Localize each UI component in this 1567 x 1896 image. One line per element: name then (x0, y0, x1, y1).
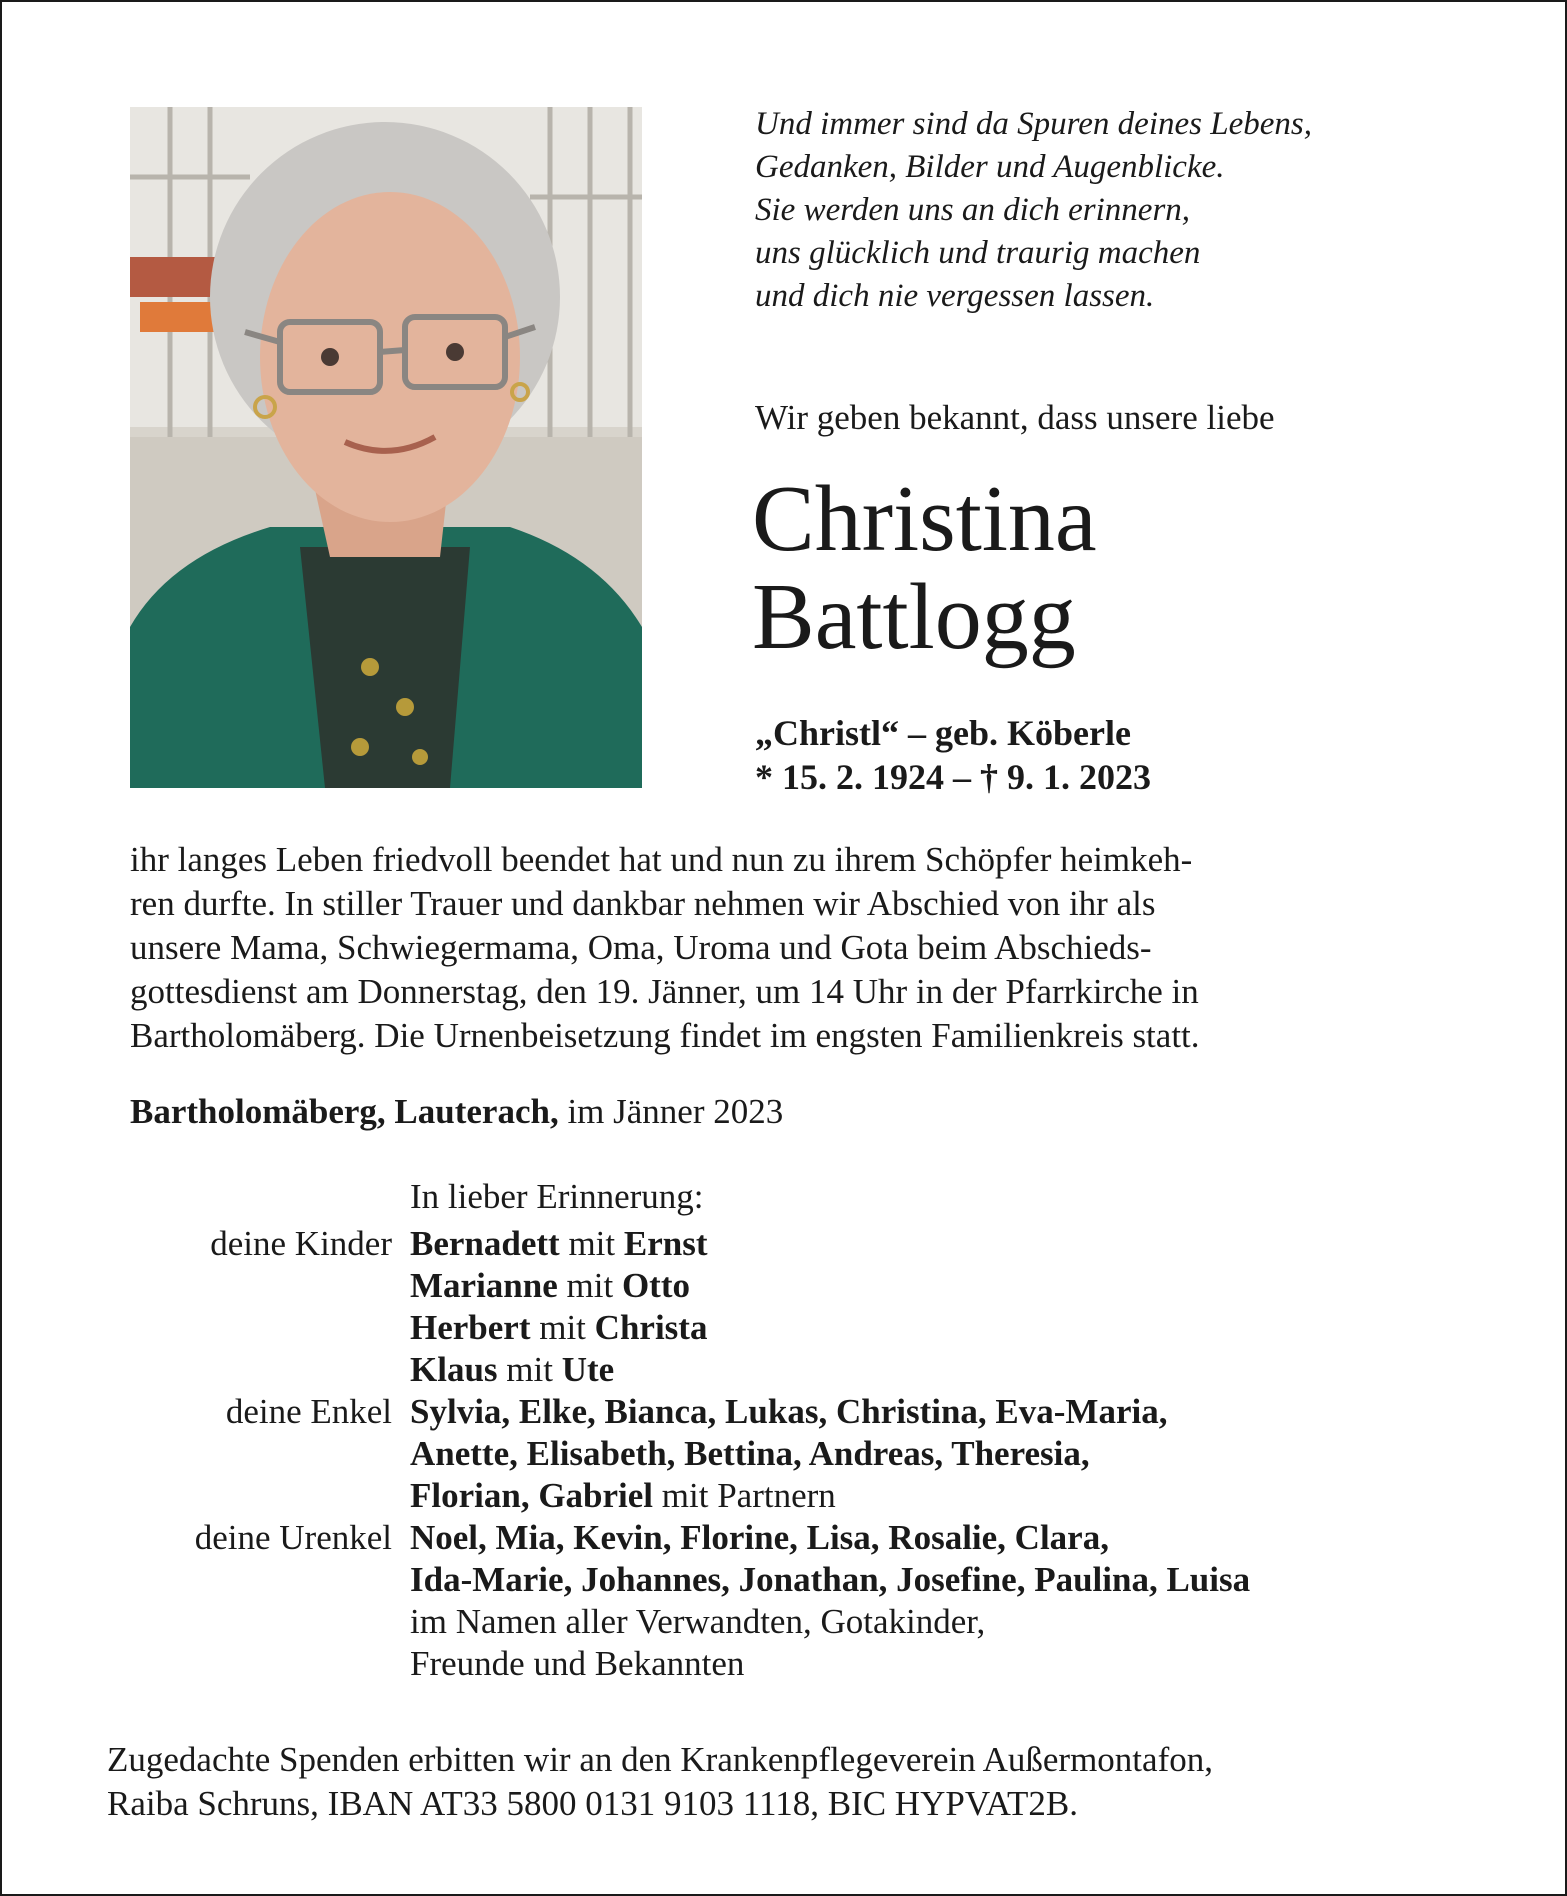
body-line: Bartholomäberg. Die Urnenbeisetzung findet im engsten Familienkreis statt. (130, 1016, 1200, 1055)
great-grandchildren-line: Noel, Mia, Kevin, Florine, Lisa, Rosalie, Clara, (410, 1518, 1109, 1557)
great-grandchildren-line: Ida-Marie, Johannes, Jonathan, Josefine, Paulina, Luisa (410, 1560, 1251, 1599)
last-name: Battlogg (752, 565, 1076, 669)
children-label: deine Kinder (210, 1224, 392, 1263)
grandchildren-group (0, 1391, 1567, 1517)
child-entry: Bernadett mit Ernst (410, 1224, 708, 1263)
life-dates: * 15. 2. 1924 – † 9. 1. 2023 (755, 757, 1151, 797)
announcement-body (130, 838, 1440, 1058)
grandchildren-line: Florian, Gabriel mit Partnern (410, 1476, 836, 1515)
child-entry: Herbert mit Christa (410, 1308, 708, 1347)
portrait-illustration (130, 107, 642, 788)
donation-line: Raiba Schruns, IBAN AT33 5800 0131 9103 1118, BIC HYPVAT2B. (107, 1784, 1078, 1823)
place-date: im Jänner 2023 (567, 1092, 784, 1131)
body-line: ihr langes Leben friedvoll beendet hat und nun zu ihrem Schöpfer heimkeh- (130, 840, 1193, 879)
first-name: Christina (752, 467, 1097, 571)
donation-line: Zugedachte Spenden erbitten wir an den Krankenpflegeverein Außermontafon, (107, 1740, 1213, 1779)
family-list (0, 1223, 1567, 1601)
donation-note (107, 1738, 1213, 1826)
memorial-poem (755, 103, 1312, 318)
grandchildren-label: deine Enkel (225, 1392, 392, 1431)
body-line: ren durfte. In stiller Trauer und dankbar nehmen wir Abschied von ihr als (130, 884, 1156, 923)
poem-line: uns glücklich und traurig machen (755, 235, 1201, 271)
body-line: gottesdienst am Donnerstag, den 19. Jänner, um 14 Uhr in der Pfarrkirche in (130, 972, 1199, 1011)
poem-line: Gedanken, Bilder und Augenblicke. (755, 149, 1225, 185)
memory-heading: In lieber Erinnerung: (410, 1177, 704, 1216)
place-and-date (130, 1090, 783, 1134)
announcement-intro: Wir geben bekannt, dass unsere liebe (755, 398, 1275, 437)
deceased-name (752, 467, 1097, 669)
poem-line: Sie werden uns an dich erinnern, (755, 192, 1191, 228)
portrait-photo (130, 107, 642, 788)
child-entry: Marianne mit Otto (410, 1266, 690, 1305)
poem-line: Und immer sind da Spuren deines Lebens, (755, 106, 1312, 142)
closing-note (410, 1601, 985, 1685)
great-grandchildren-group (0, 1517, 1567, 1601)
body-line: unsere Mama, Schwiegermama, Oma, Uroma und Gota beim Abschieds- (130, 928, 1152, 967)
children-group (0, 1223, 1567, 1391)
grandchildren-line: Anette, Elisabeth, Bettina, Andreas, Theresia, (410, 1434, 1090, 1473)
great-grandchildren-label: deine Urenkel (194, 1518, 392, 1557)
nickname-line: „Christl“ – geb. Köberle (755, 713, 1131, 753)
poem-line: und dich nie vergessen lassen. (755, 278, 1155, 314)
place-towns: Bartholomäberg, Lauterach, (130, 1092, 559, 1131)
closing-line: im Namen aller Verwandten, Gotakinder, (410, 1602, 986, 1641)
closing-line: Freunde und Bekannten (410, 1644, 745, 1683)
child-entry: Klaus mit Ute (410, 1350, 615, 1389)
grandchildren-line: Sylvia, Elke, Bianca, Lukas, Christina, Eva-Maria, (410, 1392, 1168, 1431)
nickname-and-dates (755, 711, 1151, 799)
